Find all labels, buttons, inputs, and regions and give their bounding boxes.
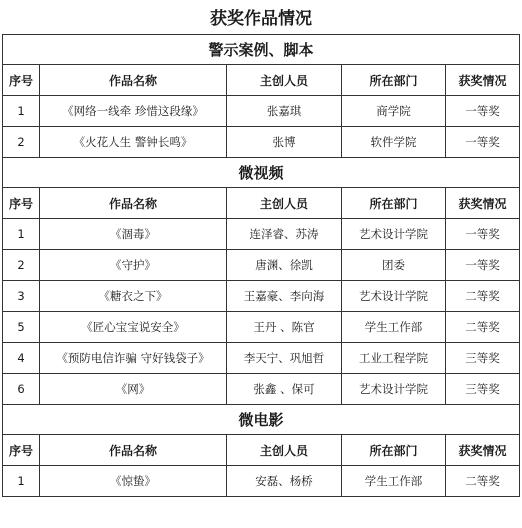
cell-index: 1 bbox=[3, 96, 40, 127]
document-title: 获奖作品情况 bbox=[210, 9, 312, 29]
cell-work-title: 《网》 bbox=[40, 374, 227, 405]
table-row bbox=[3, 374, 520, 405]
cell-creators: 王嘉豪、李向海 bbox=[227, 281, 342, 312]
header-award: 获奖情况 bbox=[446, 65, 520, 96]
header-index: 序号 bbox=[3, 435, 40, 466]
header-index: 序号 bbox=[3, 188, 40, 219]
awards-table bbox=[2, 34, 520, 497]
section-header-row bbox=[3, 35, 520, 65]
cell-department: 软件学院 bbox=[342, 127, 446, 158]
cell-creators: 连泽睿、苏涛 bbox=[227, 219, 342, 250]
cell-index: 2 bbox=[3, 127, 40, 158]
cell-department: 团委 bbox=[342, 250, 446, 281]
cell-work-title: 《火花人生 警钟长鸣》 bbox=[40, 127, 227, 158]
cell-work-title: 《匠心宝宝说安全》 bbox=[40, 312, 227, 343]
header-award: 获奖情况 bbox=[446, 435, 520, 466]
cell-index: 2 bbox=[3, 250, 40, 281]
cell-index: 4 bbox=[3, 343, 40, 374]
cell-department: 艺术设计学院 bbox=[342, 281, 446, 312]
cell-department: 艺术设计学院 bbox=[342, 374, 446, 405]
header-department: 所在部门 bbox=[342, 188, 446, 219]
section-header-row bbox=[3, 158, 520, 188]
cell-work-title: 《网络一线牵 珍惜这段缘》 bbox=[40, 96, 227, 127]
table-row bbox=[3, 466, 520, 497]
column-header-row bbox=[3, 188, 520, 219]
cell-award: 三等奖 bbox=[446, 374, 520, 405]
cell-award: 三等奖 bbox=[446, 343, 520, 374]
header-index: 序号 bbox=[3, 65, 40, 96]
cell-department: 学生工作部 bbox=[342, 466, 446, 497]
section-title: 微电影 bbox=[3, 405, 520, 435]
cell-index: 1 bbox=[3, 219, 40, 250]
table-row bbox=[3, 96, 520, 127]
cell-award: 二等奖 bbox=[446, 312, 520, 343]
cell-index: 5 bbox=[3, 312, 40, 343]
cell-index: 3 bbox=[3, 281, 40, 312]
cell-work-title: 《守护》 bbox=[40, 250, 227, 281]
table-row bbox=[3, 312, 520, 343]
cell-department: 学生工作部 bbox=[342, 312, 446, 343]
table-row bbox=[3, 127, 520, 158]
cell-award: 一等奖 bbox=[446, 127, 520, 158]
cell-creators: 张博 bbox=[227, 127, 342, 158]
section-title: 警示案例、脚本 bbox=[3, 35, 520, 65]
cell-work-title: 《惊蛰》 bbox=[40, 466, 227, 497]
cell-award: 一等奖 bbox=[446, 250, 520, 281]
column-header-row bbox=[3, 65, 520, 96]
table-row bbox=[3, 219, 520, 250]
cell-award: 二等奖 bbox=[446, 466, 520, 497]
header-award: 获奖情况 bbox=[446, 188, 520, 219]
header-creators: 主创人员 bbox=[227, 188, 342, 219]
header-creators: 主创人员 bbox=[227, 435, 342, 466]
cell-creators: 李天宁、巩旭哲 bbox=[227, 343, 342, 374]
table-row bbox=[3, 281, 520, 312]
header-department: 所在部门 bbox=[342, 435, 446, 466]
header-work-title: 作品名称 bbox=[40, 435, 227, 466]
header-work-title: 作品名称 bbox=[40, 65, 227, 96]
header-work-title: 作品名称 bbox=[40, 188, 227, 219]
cell-creators: 唐渊、徐凯 bbox=[227, 250, 342, 281]
cell-department: 工业工程学院 bbox=[342, 343, 446, 374]
cell-work-title: 《涸毒》 bbox=[40, 219, 227, 250]
cell-work-title: 《预防电信诈骗 守好钱袋子》 bbox=[40, 343, 227, 374]
cell-index: 1 bbox=[3, 466, 40, 497]
cell-award: 一等奖 bbox=[446, 96, 520, 127]
cell-department: 艺术设计学院 bbox=[342, 219, 446, 250]
header-department: 所在部门 bbox=[342, 65, 446, 96]
cell-creators: 安磊、杨桥 bbox=[227, 466, 342, 497]
section-header-row bbox=[3, 405, 520, 435]
cell-award: 一等奖 bbox=[446, 219, 520, 250]
cell-creators: 张鑫 、保可 bbox=[227, 374, 342, 405]
cell-creators: 王丹 、陈官 bbox=[227, 312, 342, 343]
cell-creators: 张嘉琪 bbox=[227, 96, 342, 127]
table-row bbox=[3, 250, 520, 281]
column-header-row bbox=[3, 435, 520, 466]
cell-work-title: 《糖衣之下》 bbox=[40, 281, 227, 312]
cell-award: 二等奖 bbox=[446, 281, 520, 312]
cell-index: 6 bbox=[3, 374, 40, 405]
cell-department: 商学院 bbox=[342, 96, 446, 127]
header-creators: 主创人员 bbox=[227, 65, 342, 96]
section-title: 微视频 bbox=[3, 158, 520, 188]
table-row bbox=[3, 343, 520, 374]
